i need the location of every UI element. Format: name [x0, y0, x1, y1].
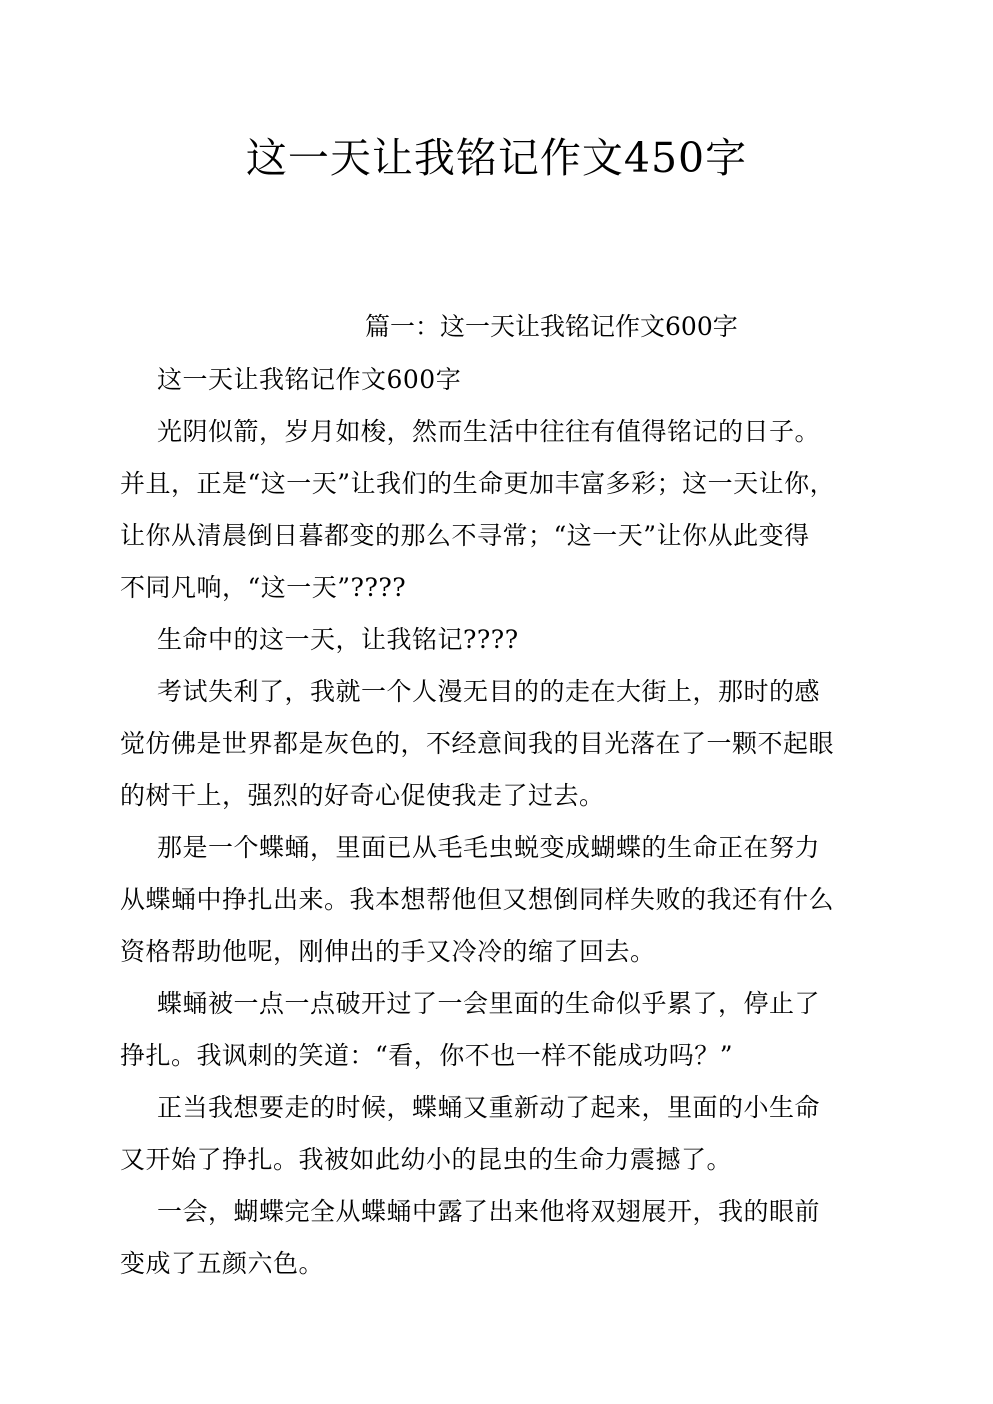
paragraph-line: 资格帮助他呢，刚伸出的手又冷冷的缩了回去。 [120, 937, 656, 966]
paragraph-line: 让你从清晨倒日暮都变的那么不寻常；“这一天”让你从此变得 [120, 521, 810, 550]
essay-subtitle: 这一天让我铭记作文600字 [157, 365, 462, 394]
paragraph-line: 不同凡响，“这一天”???? [120, 573, 407, 602]
document-title: 这一天让我铭记作文450字 [245, 134, 748, 182]
paragraph-line: 蝶蛹被一点一点破开过了一会里面的生命似乎累了，停止了 [157, 989, 821, 1018]
paragraph-line: 变成了五颜六色。 [120, 1249, 325, 1278]
paragraph-line: 那是一个蝶蛹，里面已从毛毛虫蜕变成蝴蝶的生命正在努力 [157, 833, 821, 862]
paragraph-line: 挣扎。我讽刺的笑道：“看，你不也一样不能成功吗？” [120, 1041, 734, 1070]
paragraph-line: 考试失利了，我就一个人漫无目的的走在大街上，那时的感 [157, 677, 821, 706]
paragraph-line: 一会，蝴蝶完全从蝶蛹中露了出来他将双翅展开，我的眼前 [157, 1197, 821, 1226]
paragraph-line: 觉仿佛是世界都是灰色的，不经意间我的目光落在了一颗不起眼 [120, 729, 835, 758]
paragraph-line: 又开始了挣扎。我被如此幼小的昆虫的生命力震撼了。 [120, 1145, 733, 1174]
paragraph-line: 正当我想要走的时候，蝶蛹又重新动了起来，里面的小生命 [157, 1093, 821, 1122]
paragraph-line: 并且，正是“这一天”让我们的生命更加丰富多彩；这一天让你， [120, 469, 836, 498]
paragraph-line: 的树干上，强烈的好奇心促使我走了过去。 [120, 781, 605, 810]
paragraph-line: 从蝶蛹中挣扎出来。我本想帮他但又想倒同样失败的我还有什么 [120, 885, 835, 914]
paragraph-line: 生命中的这一天，让我铭记???? [157, 625, 519, 654]
section-heading: 篇一：这一天让我铭记作文600字 [365, 312, 738, 341]
paragraph-line: 光阴似箭，岁月如梭，然而生活中往往有值得铭记的日子。 [157, 417, 821, 446]
